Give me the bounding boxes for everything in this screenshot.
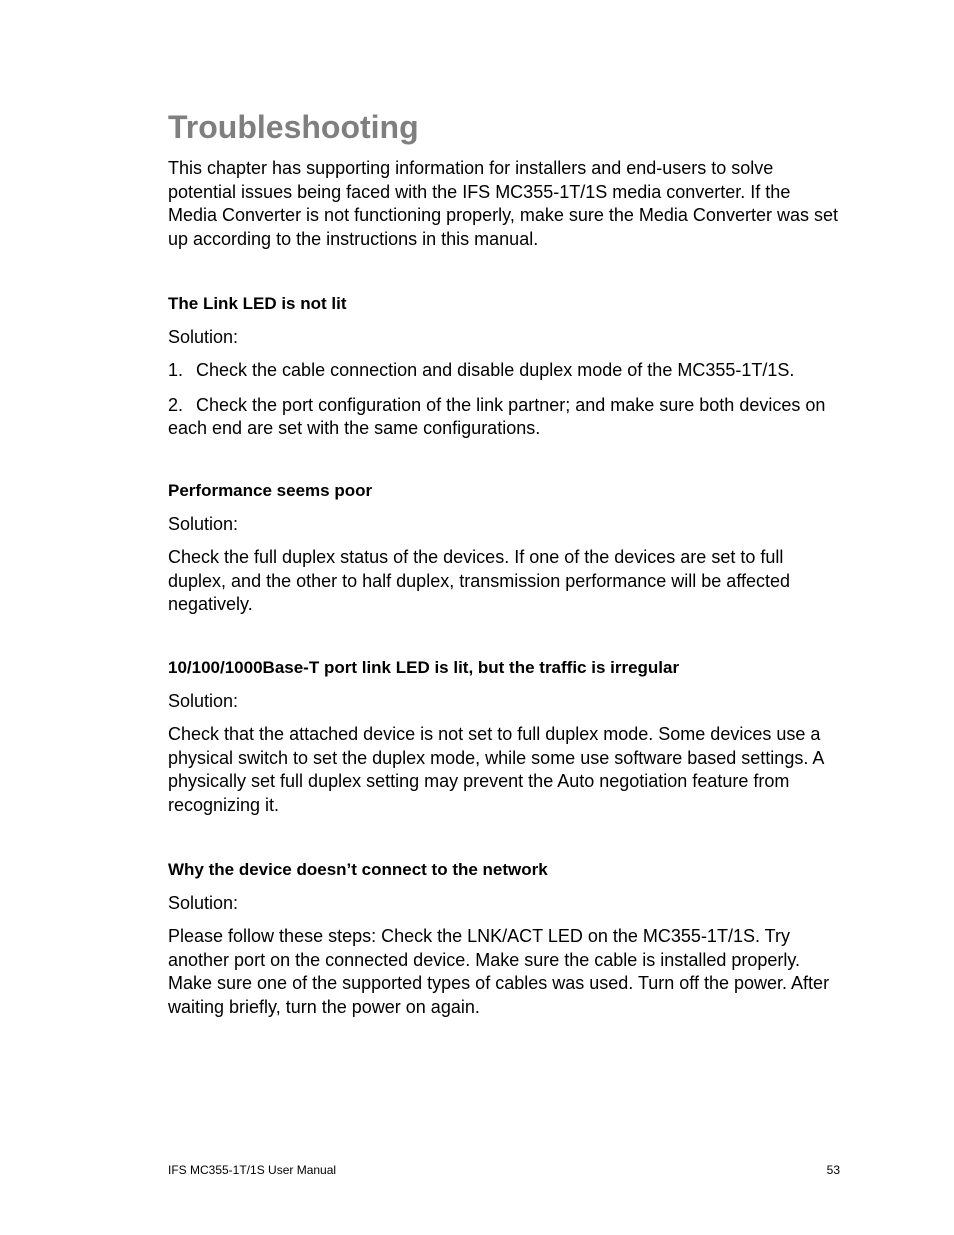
section-performance	[168, 480, 844, 617]
section-link-led	[168, 293, 844, 441]
page-title: Troubleshooting	[168, 109, 419, 145]
step-number: 1.	[168, 360, 184, 380]
step-text: Check the port configuration of the link partner; and make sure both devices on each end are set with the same configurations.	[168, 394, 826, 438]
solution-text: Check that the attached device is not set to full duplex mode. Some devices use a physical switch to set the duplex mode, while some use software based settings. A physically set full duplex setting may prevent the Auto negotiation feature from recognizing it.	[168, 724, 824, 815]
solution-text: Check the full duplex status of the devices. If one of the devices are set to full duplex, and the other to half duplex, transmission performance will be affected negatively.	[168, 547, 791, 614]
section-network-connect	[168, 859, 844, 1019]
solution-label: Solution:	[168, 893, 239, 913]
solution-label: Solution:	[168, 691, 239, 711]
step-text: Check the cable connection and disable duplex mode of the MC355-1T/1S.	[196, 360, 795, 380]
document-page	[168, 0, 848, 1235]
section-port-link-led	[168, 657, 844, 817]
section-heading: The Link LED is not lit	[168, 294, 347, 313]
solution-text: Please follow these steps: Check the LNK/ACT LED on the MC355-1T/1S. Try another port on the connected device. Make sure the cable is installed properly. Make sure one of the supported types of cables was used. Turn off the power. After waiting briefly, turn the power on again.	[168, 926, 830, 1017]
section-heading: Performance seems poor	[168, 481, 373, 500]
solution-label: Solution:	[168, 514, 239, 534]
solution-label: Solution:	[168, 327, 239, 347]
section-heading: 10/100/1000Base-T port link LED is lit, but the traffic is irregular	[168, 658, 680, 677]
step-item	[168, 394, 844, 441]
footer-page-number: 53	[826, 1163, 840, 1177]
intro-paragraph: This chapter has supporting information for installers and end-users to solve potential issues being faced with the IFS MC355-1T/1S media converter. If the Media Converter is not functioning properly, make sure the Media Converter was set up according to the instructions in this manual.	[168, 158, 838, 249]
footer-manual-name: IFS MC355-1T/1S User Manual	[168, 1163, 337, 1177]
section-heading: Why the device doesn’t connect to the network	[168, 860, 548, 879]
step-item	[168, 359, 844, 383]
step-number: 2.	[168, 394, 184, 415]
